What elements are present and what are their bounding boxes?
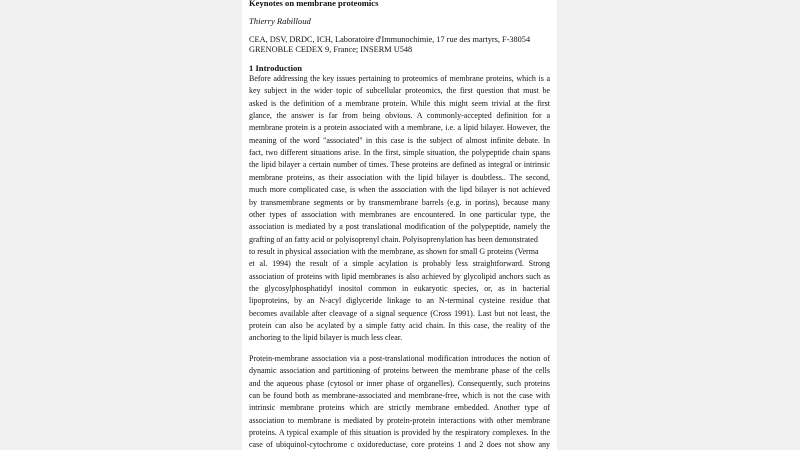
paragraph-line: can be found both as membrane-associated and membrane-free, which is not the case with: [249, 391, 550, 401]
paragraph-line: much more complicated case, is when the association with the lipd bilayer is not achieved: [249, 185, 550, 195]
paragraph-line: dynamic association and partitioning of proteins between the membrane phase of the cells: [249, 366, 550, 376]
paragraph-line: association is mediated by a post translational modification of the polypeptide, namely the: [249, 222, 550, 232]
paragraph-line: anchoring to the lipid bilayer is much less clear.: [249, 333, 403, 343]
paragraph-line: by transmembrane segments or by transmembrane barrels (e.g. in porins), because many: [249, 197, 550, 207]
paragraph-line: Protein-membrane association via a post-translational modification introduces the notion of: [249, 354, 550, 363]
paragraph-line: grafting of an fatty acid or polyisoprenyl chain. Polyisoprenylation has been demonstrated: [249, 234, 538, 244]
paragraph-line: intrinsic membrane proteins which are strictly membrane embedded. Another type of: [249, 403, 550, 413]
paragraph-line: proteins. A typical example of this situation is provided by the respiratory complexes. In the: [249, 428, 550, 438]
document-title: Keynotes on membrane proteomics: [249, 0, 379, 8]
paragraph-line: key subject in the wider topic of subcellular proteomics, the first question that must be: [249, 86, 550, 96]
paragraph-line: and the aqueous phase (cytosol or inner phase of organelles). Consequently, such proteins: [249, 378, 550, 388]
paragraph-line: lipoproteins, by an N-acyl diglyceride linkage to an N-terminal cysteine residue that: [249, 296, 550, 306]
paragraph-line: membrane protein is a protein associated with a membrane, i.e. a lipid bilayer. However, the: [249, 123, 550, 133]
paragraph-line: case of ubiquinol-cytochrome c oxidoreductase, core proteins 1 and 2 does not show any: [249, 440, 550, 450]
paragraph-line: protein can also be acylated by a simple fatty acid chain. In this case, the reality of the: [249, 321, 550, 330]
paragraph-line: et al. 1994) the result of a simple acylation is probably less straightforward. Strong: [249, 259, 550, 269]
affiliation-line-1: CEA, DSV, DRDC, ICH, Laboratoire d'Immunochimie, 17 rue des martyrs, F-38054: [249, 35, 531, 44]
section-heading: 1 Introduction: [249, 63, 303, 73]
paragraph-line: glance, the answer is far from being obvious. A commonly-accepted definition for a: [249, 111, 550, 121]
paragraph-line: the lipid bilayer a certain number of times. These proteins are defined as integral or intrinsic: [249, 160, 550, 170]
paragraph-line: association to membrane is mediated by protein-protein interactions with other membrane: [249, 415, 550, 425]
paragraph-line: other types of association with membranes are encountered. In one particular type, the: [249, 209, 550, 219]
paragraph-line: association of proteins with lipid membranes is also achieved by glycolipid anchors such as: [249, 271, 550, 281]
paragraph-line: becomes available after cleavage of a signal sequence (Cross 1991). Last but not least, the: [249, 308, 550, 318]
paragraph-line: membrane proteins, as their association with the lipid bilayer is doubtless.. The second,: [249, 172, 550, 182]
paragraph-line: asked is the definition of a membrane protein. While this might seem trivial at the first: [249, 98, 550, 108]
author-name: Thierry Rabilloud: [249, 16, 311, 26]
paragraph-line: fact, two different situations arise. In the first, simple situation, the polypeptide chain spans: [249, 148, 550, 158]
paragraph-line: Before addressing the key issues pertaining to proteomics of membrane proteins, which is a: [249, 74, 550, 83]
affiliation-line-2: GRENOBLE CEDEX 9, France; INSERM U548: [249, 45, 413, 54]
document-page: [242, 0, 557, 450]
paragraph-line: to result in physical association with the membrane, as shown for small G proteins (Verma: [249, 246, 539, 256]
paragraph-line: the glycosylphosphatidyl inositol common in eukaryotic species, or, as in bacterial: [249, 283, 550, 293]
paragraph-line: meaning of the word "associated" in this case is the subject of almost infinite debate. In: [249, 135, 550, 145]
